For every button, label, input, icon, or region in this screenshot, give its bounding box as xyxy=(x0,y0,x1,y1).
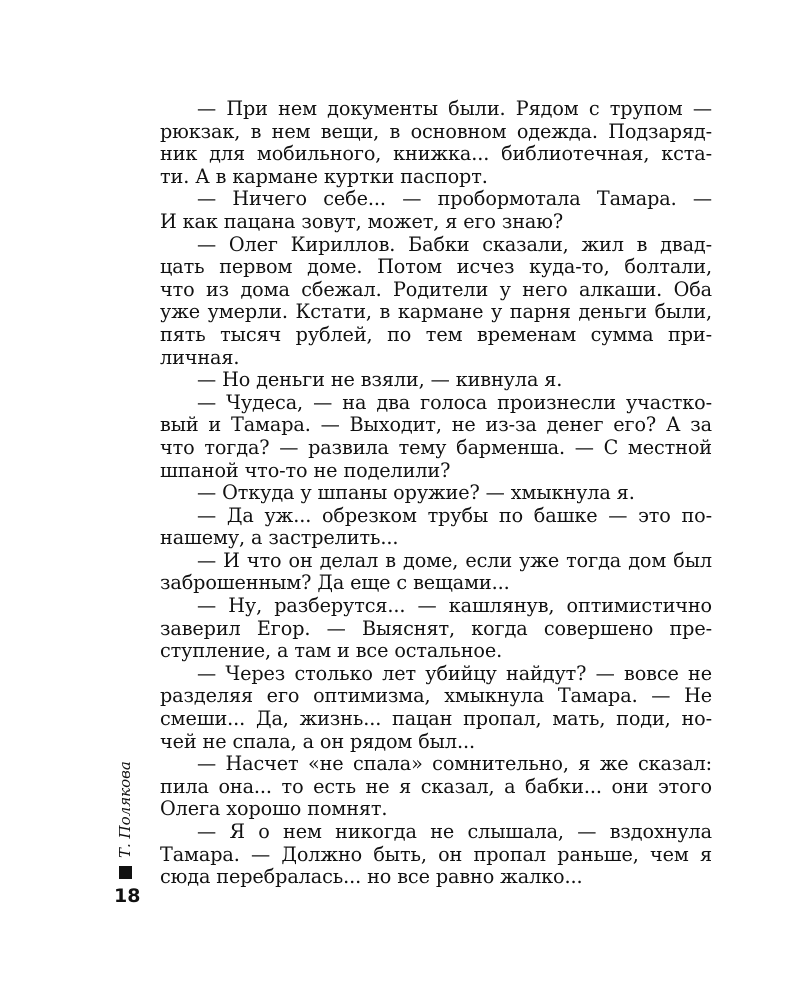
text-line: смеши... Да, жизнь... пацан пропал, мать, поди, но- xyxy=(160,707,712,731)
text-line: рюкзак, в нем вещи, в основном одежда. Подзаряд- xyxy=(160,119,712,143)
text-line: уже умерли. Кстати, в кармане у парня деньги были, xyxy=(160,300,712,324)
text-line: Олега хорошо помнят. xyxy=(160,797,388,821)
text-line: — При нем документы были. Рядом с трупом — xyxy=(197,97,712,120)
text-line: — Насчет «не спала» сомнительно, я же сказал: xyxy=(197,752,712,776)
text-line: — Олег Кириллов. Бабки сказали, жил в двад- xyxy=(197,232,712,256)
text-line: пять тысяч рублей, по тем временам сумма при- xyxy=(160,322,712,346)
text-line: — Но деньги не взяли, — кивнула я. xyxy=(197,368,563,392)
text-line: Тамара. — Должно быть, он пропал раньше, чем я xyxy=(160,842,712,866)
body-text xyxy=(160,98,712,889)
text-line: — И что он делал в доме, если уже тогда дом был xyxy=(197,548,712,572)
text-line: — Откуда у шпаны оружие? — хмыкнула я. xyxy=(197,481,635,505)
text-line: заброшенным? Да еще с вещами... xyxy=(160,571,510,595)
text-line: — Ну, разберутся... — кашлянув, оптимистично xyxy=(197,594,712,618)
text-line: — Через столько лет убийцу найдут? — вовсе не xyxy=(197,661,712,685)
text-line: личная. xyxy=(160,345,240,369)
text-line: ник для мобильного, книжка... библиотечная, кста- xyxy=(160,142,712,166)
text-line: вый и Тамара. — Выходит, не из-за денег его? А за xyxy=(160,413,712,437)
text-line: что тогда? — развила тему барменша. — С местной xyxy=(160,435,712,459)
text-line: И как пацана зовут, может, я его знаю? xyxy=(160,209,564,233)
text-line: ти. А в кармане куртки паспорт. xyxy=(160,164,488,188)
text-line: — Чудеса, — на два голоса произнесли участко- xyxy=(197,390,712,414)
text-line: — Ничего себе... — пробормотала Тамара. — xyxy=(197,187,712,211)
running-head-author: Т. Полякова xyxy=(116,761,134,858)
text-line: цать первом доме. Потом исчез куда-то, болтали, xyxy=(160,255,712,279)
square-marker-icon xyxy=(119,866,132,879)
text-line: — Я о нем никогда не слышала, — вздохнула xyxy=(197,820,712,843)
text-line: шпаной что-то не поделили? xyxy=(160,458,451,482)
text-line: разделяя его оптимизма, хмыкнула Тамара. — Не xyxy=(160,684,712,708)
text-line: что из дома сбежал. Родители у него алкаши. Оба xyxy=(160,277,712,301)
text-line: чей не спала, а он рядом был... xyxy=(160,729,475,753)
text-line: ступление, а там и все остальное. xyxy=(160,639,503,663)
text-line: заверил Егор. — Выяснят, когда совершено пре- xyxy=(160,616,712,640)
text-line: пила она... то есть не я сказал, а бабки... они этого xyxy=(160,774,712,798)
text-line: — Да уж... обрезком трубы по башке — это по- xyxy=(197,503,712,527)
text-line: сюда перебралась... но все равно жалко... xyxy=(160,865,583,889)
page-number: 18 xyxy=(114,885,141,907)
text-line: нашему, а застрелить... xyxy=(160,526,399,550)
